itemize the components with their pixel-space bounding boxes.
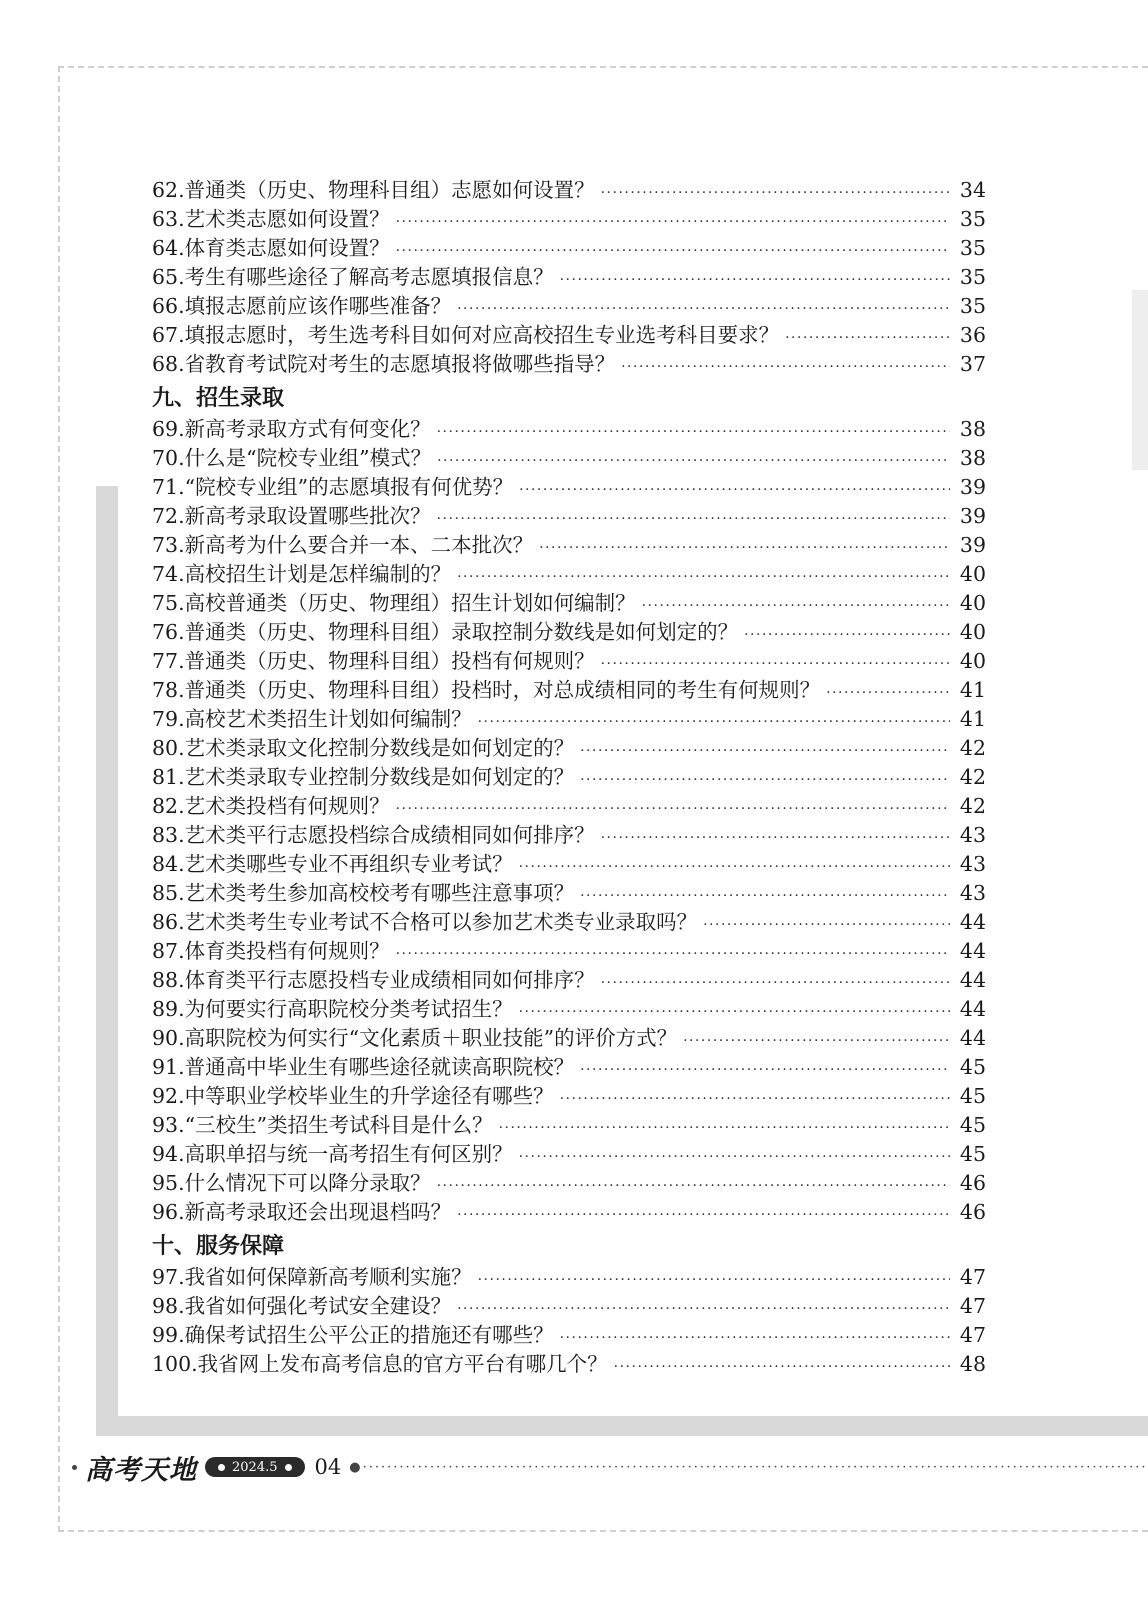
entry-page-number: 46	[959, 1200, 986, 1224]
entry-number: 70.	[152, 446, 185, 470]
entry-page-number: 38	[959, 446, 986, 470]
leader-dots	[539, 534, 950, 563]
entry-number: 96.	[152, 1200, 185, 1224]
entry-page-number: 36	[959, 323, 986, 347]
toc-entry[interactable]	[152, 1169, 986, 1198]
entry-number: 79.	[152, 707, 185, 731]
entry-number: 72.	[152, 504, 185, 528]
entry-number: 73.	[152, 533, 185, 557]
entry-page-number: 48	[959, 1352, 986, 1376]
entry-title: 普通类（历史、物理科目组）录取控制分数线是如何划定的？	[184, 620, 739, 644]
toc-entry[interactable]	[152, 321, 986, 350]
toc-entry[interactable]	[152, 1292, 986, 1321]
entry-number: 93.	[152, 1113, 185, 1137]
entry-number: 68.	[152, 352, 185, 376]
entry-page-number: 41	[959, 678, 986, 702]
magazine-logo: 高考天地	[85, 1454, 197, 1486]
toc-entry[interactable]	[152, 850, 986, 879]
entry-title: “院校专业组”的志愿填报有何优势？	[184, 475, 514, 499]
decorative-bar-bottom	[96, 1416, 1148, 1436]
leader-dots	[437, 1172, 950, 1201]
entry-title: 我省网上发布高考信息的官方平台有哪几个？	[197, 1352, 608, 1376]
entry-title: 新高考为什么要合并一本、二本批次？	[184, 533, 534, 557]
entry-page-number: 43	[959, 881, 986, 905]
entry-page-number: 44	[959, 939, 986, 963]
entry-number: 92.	[152, 1084, 185, 1108]
entry-number: 82.	[152, 794, 185, 818]
decorative-bar-right	[1132, 290, 1148, 470]
toc-entry[interactable]	[152, 1053, 986, 1082]
toc-entry[interactable]	[152, 234, 986, 263]
leader-dots	[396, 208, 950, 237]
entry-title: 高职院校为何实行“文化素质＋职业技能”的评价方式？	[184, 1026, 678, 1050]
toc-entry[interactable]	[152, 1082, 986, 1111]
entry-title: 新高考录取设置哪些批次？	[184, 504, 431, 528]
entry-number: 71.	[152, 475, 185, 499]
leader-dots	[457, 1201, 950, 1230]
issue-badge	[205, 1457, 305, 1477]
entry-title: 确保考试招生公平公正的措施还有哪些？	[184, 1323, 554, 1347]
issue-date: 2024.5	[232, 1459, 278, 1475]
footer-dotted-rule	[349, 1460, 1148, 1475]
toc-entry[interactable]	[152, 676, 986, 705]
leader-dots	[826, 679, 950, 708]
entry-number: 100.	[152, 1352, 198, 1376]
toc-entry[interactable]	[152, 415, 986, 444]
entry-page-number: 45	[959, 1113, 986, 1137]
entry-page-number: 43	[959, 852, 986, 876]
page-number: 04	[314, 1455, 342, 1479]
entry-title: 普通类（历史、物理科目组）志愿如何设置？	[184, 178, 595, 202]
entry-number: 75.	[152, 591, 185, 615]
toc-entry[interactable]	[152, 792, 986, 821]
toc-entry[interactable]	[152, 1140, 986, 1169]
entry-title: 中等职业学校毕业生的升学途径有哪些？	[184, 1084, 554, 1108]
leader-dots	[478, 1266, 950, 1295]
entry-page-number: 35	[959, 207, 986, 231]
entry-number: 87.	[152, 939, 185, 963]
entry-title: 填报志愿时，考生选考科目如何对应高校招生专业选考科目要求？	[184, 323, 780, 347]
leader-dots	[580, 1056, 950, 1085]
toc-entry[interactable]	[152, 205, 986, 234]
leader-dots	[519, 476, 950, 505]
entry-title: 什么是“院校专业组”模式？	[184, 446, 432, 470]
entry-page-number: 45	[959, 1142, 986, 1166]
entry-title: 艺术类志愿如何设置？	[184, 207, 390, 231]
toc-entry[interactable]	[152, 734, 986, 763]
entry-title: 艺术类录取专业控制分数线是如何划定的？	[184, 765, 575, 789]
leader-dots	[683, 1027, 950, 1056]
bullet-icon	[72, 1465, 77, 1470]
toc-entry[interactable]	[152, 647, 986, 676]
leader-dots	[703, 911, 950, 940]
leader-dots	[478, 708, 950, 737]
leader-dots	[519, 998, 950, 1027]
leader-dots	[601, 969, 950, 998]
toc-entry[interactable]	[152, 1198, 986, 1227]
entry-number: 62.	[152, 178, 185, 202]
entry-page-number: 37	[959, 352, 986, 376]
entry-number: 84.	[152, 852, 185, 876]
entry-page-number: 39	[959, 475, 986, 499]
entry-number: 77.	[152, 649, 185, 673]
entry-page-number: 38	[959, 417, 986, 441]
toc-entry[interactable]	[152, 966, 986, 995]
leader-dots	[437, 505, 950, 534]
entry-number: 74.	[152, 562, 185, 586]
entry-page-number: 39	[959, 533, 986, 557]
leader-dots	[560, 1085, 950, 1114]
leader-dots	[580, 737, 950, 766]
section-heading: 十、服务保障	[152, 1234, 285, 1259]
toc-entry[interactable]	[152, 821, 986, 850]
leader-dots	[601, 824, 950, 853]
leader-dots	[519, 1143, 950, 1172]
entry-number: 76.	[152, 620, 185, 644]
leader-dots	[457, 563, 950, 592]
entry-page-number: 35	[959, 236, 986, 260]
entry-page-number: 42	[959, 765, 986, 789]
entry-number: 63.	[152, 207, 185, 231]
dashed-frame-bottom	[58, 1530, 1148, 1532]
entry-page-number: 44	[959, 1026, 986, 1050]
entry-page-number: 44	[959, 997, 986, 1021]
toc-entry[interactable]	[152, 589, 986, 618]
entry-title: 高职单招与统一高考招生有何区别？	[184, 1142, 513, 1166]
leader-dots	[601, 179, 950, 208]
entry-title: 高校艺术类招生计划如何编制？	[184, 707, 472, 731]
entry-page-number: 45	[959, 1084, 986, 1108]
entry-page-number: 40	[959, 591, 986, 615]
leader-dots	[396, 237, 950, 266]
entry-number: 65.	[152, 265, 185, 289]
entry-title: 艺术类考生参加高校校考有哪些注意事项？	[184, 881, 575, 905]
leader-dots	[580, 766, 950, 795]
entry-title: 普通高中毕业生有哪些途径就读高职院校？	[184, 1055, 575, 1079]
entry-number: 89.	[152, 997, 185, 1021]
leader-dots	[614, 1353, 950, 1382]
entry-page-number: 40	[959, 620, 986, 644]
toc-entry[interactable]	[152, 1350, 986, 1379]
dot-icon	[285, 1464, 292, 1471]
entry-page-number: 35	[959, 294, 986, 318]
entry-title: 艺术类投档有何规则？	[184, 794, 390, 818]
toc-entry[interactable]	[152, 908, 986, 937]
entry-title: 新高考录取还会出现退档吗？	[184, 1200, 452, 1224]
toc-entry[interactable]	[152, 176, 986, 205]
leader-dots	[437, 447, 950, 476]
section-heading: 九、招生录取	[152, 386, 285, 411]
toc-entry[interactable]	[152, 292, 986, 321]
leader-dots	[499, 1114, 950, 1143]
toc-entry[interactable]	[152, 937, 986, 966]
entry-title: 我省如何强化考试安全建设？	[184, 1294, 452, 1318]
entry-number: 78.	[152, 678, 185, 702]
entry-title: 体育类平行志愿投档专业成绩相同如何排序？	[184, 968, 595, 992]
entry-number: 80.	[152, 736, 185, 760]
dashed-frame-top	[58, 66, 1148, 68]
entry-title: 省教育考试院对考生的志愿填报将做哪些指导？	[184, 352, 616, 376]
toc-entry[interactable]	[152, 763, 986, 792]
leader-dots	[785, 324, 950, 353]
toc-entry[interactable]	[152, 1263, 986, 1292]
leader-dots	[437, 418, 950, 447]
leader-dots	[580, 882, 950, 911]
toc-entry[interactable]	[152, 263, 986, 292]
leader-dots	[560, 266, 950, 295]
entry-title: 普通类（历史、物理科目组）投档时，对总成绩相同的考生有何规则？	[184, 678, 821, 702]
leader-dots	[396, 940, 950, 969]
entry-title: 考生有哪些途径了解高考志愿填报信息？	[184, 265, 554, 289]
entry-page-number: 41	[959, 707, 986, 731]
entry-page-number: 44	[959, 968, 986, 992]
entry-title: 填报志愿前应该作哪些准备？	[184, 294, 452, 318]
entry-page-number: 34	[959, 178, 986, 202]
entry-page-number: 40	[959, 649, 986, 673]
entry-number: 86.	[152, 910, 185, 934]
dot-icon	[218, 1464, 225, 1471]
toc-entry[interactable]	[152, 879, 986, 908]
entry-number: 98.	[152, 1294, 185, 1318]
toc-entry[interactable]	[152, 1321, 986, 1350]
entry-page-number: 42	[959, 794, 986, 818]
entry-page-number: 47	[959, 1323, 986, 1347]
leader-dots	[560, 1324, 950, 1353]
entry-page-number: 40	[959, 562, 986, 586]
toc-entry[interactable]	[152, 473, 986, 502]
dashed-frame-left	[58, 66, 60, 1532]
toc-entry[interactable]	[152, 350, 986, 379]
entry-page-number: 46	[959, 1171, 986, 1195]
leader-dots	[642, 592, 950, 621]
entry-title: 为何要实行高职院校分类考试招生？	[184, 997, 513, 1021]
leader-dots	[744, 621, 950, 650]
entry-title: 新高考录取方式有何变化？	[184, 417, 431, 441]
entry-number: 94.	[152, 1142, 185, 1166]
entry-page-number: 45	[959, 1055, 986, 1079]
entry-number: 88.	[152, 968, 185, 992]
entry-title: 体育类投档有何规则？	[184, 939, 390, 963]
entry-page-number: 35	[959, 265, 986, 289]
entry-number: 83.	[152, 823, 185, 847]
toc-entry[interactable]	[152, 531, 986, 560]
entry-page-number: 47	[959, 1294, 986, 1318]
entry-number: 66.	[152, 294, 185, 318]
entry-title: 我省如何保障新高考顺利实施？	[184, 1265, 472, 1289]
entry-title: 高校招生计划是怎样编制的？	[184, 562, 452, 586]
entry-title: 高校普通类（历史、物理组）招生计划如何编制？	[184, 591, 636, 615]
toc-entry[interactable]	[152, 560, 986, 589]
leader-dots	[601, 650, 950, 679]
toc-entry[interactable]	[152, 995, 986, 1024]
entry-title: 普通类（历史、物理科目组）投档有何规则？	[184, 649, 595, 673]
entry-page-number: 47	[959, 1265, 986, 1289]
leader-dots	[457, 1295, 950, 1324]
toc-entry[interactable]	[152, 705, 986, 734]
entry-number: 99.	[152, 1323, 185, 1347]
leader-dots	[519, 853, 950, 882]
entry-page-number: 39	[959, 504, 986, 528]
entry-title: “三校生”类招生考试科目是什么？	[184, 1113, 493, 1137]
entry-number: 69.	[152, 417, 185, 441]
entry-number: 91.	[152, 1055, 185, 1079]
entry-title: 体育类志愿如何设置？	[184, 236, 390, 260]
leader-dots	[457, 295, 950, 324]
toc-entry[interactable]	[152, 444, 986, 473]
entry-title: 什么情况下可以降分录取？	[184, 1171, 431, 1195]
entry-number: 64.	[152, 236, 185, 260]
entry-number: 95.	[152, 1171, 185, 1195]
entry-title: 艺术类哪些专业不再组织专业考试？	[184, 852, 513, 876]
entry-number: 85.	[152, 881, 185, 905]
entry-page-number: 42	[959, 736, 986, 760]
entry-page-number: 44	[959, 910, 986, 934]
table-of-contents	[152, 176, 986, 1379]
entry-title: 艺术类平行志愿投档综合成绩相同如何排序？	[184, 823, 595, 847]
entry-number: 90.	[152, 1026, 185, 1050]
toc-entry[interactable]	[152, 1024, 986, 1053]
entry-title: 艺术类录取文化控制分数线是如何划定的？	[184, 736, 575, 760]
decorative-bar-left	[96, 486, 118, 1436]
entry-number: 67.	[152, 323, 185, 347]
page-footer	[72, 1452, 1148, 1486]
entry-page-number: 43	[959, 823, 986, 847]
toc-entry[interactable]	[152, 618, 986, 647]
leader-dots	[396, 795, 950, 824]
toc-entry[interactable]	[152, 1111, 986, 1140]
entry-number: 81.	[152, 765, 185, 789]
entry-title: 艺术类考生专业考试不合格可以参加艺术类专业录取吗？	[184, 910, 698, 934]
entry-number: 97.	[152, 1265, 185, 1289]
toc-entry[interactable]	[152, 502, 986, 531]
leader-dots	[621, 353, 950, 382]
